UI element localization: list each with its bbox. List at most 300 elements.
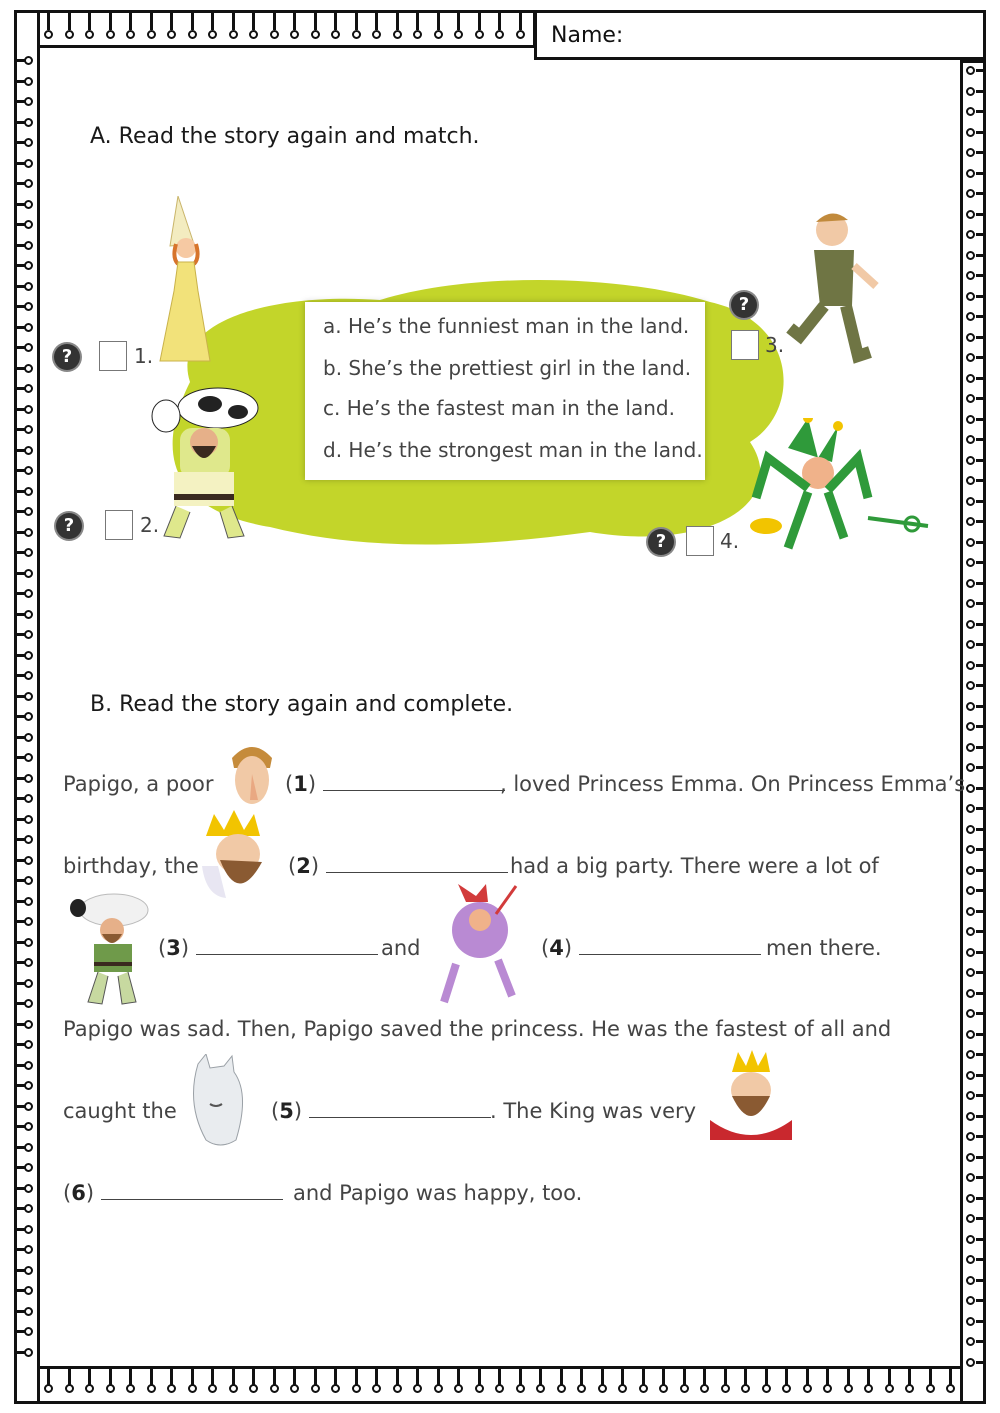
- border-notch: [976, 1279, 986, 1282]
- border-notch: [976, 438, 986, 441]
- border-notch: [976, 69, 986, 72]
- border-notch: [191, 12, 194, 30]
- border-notch: [976, 520, 986, 523]
- border-notch: [457, 1368, 460, 1386]
- border-notch: [976, 1156, 986, 1159]
- strong-man-figure: [140, 386, 270, 546]
- border-notch: [498, 1368, 501, 1386]
- border-notch: [976, 1258, 986, 1261]
- border-notch: [252, 1368, 255, 1386]
- border-notch: [976, 90, 986, 93]
- fast-man-figure: [780, 206, 880, 366]
- border-notch: [16, 121, 26, 124]
- border-ring: [966, 87, 975, 96]
- border-ring: [966, 1050, 975, 1059]
- border-notch: [976, 1197, 986, 1200]
- border-notch: [16, 592, 26, 595]
- border-notch: [150, 1368, 153, 1386]
- border-notch: [314, 1368, 317, 1386]
- border-ring: [290, 30, 299, 39]
- border-ring: [495, 30, 504, 39]
- border-notch: [976, 1033, 986, 1036]
- border-ring: [454, 30, 463, 39]
- border-notch: [976, 582, 986, 585]
- border-ring: [966, 394, 975, 403]
- blank-6[interactable]: [101, 1181, 283, 1200]
- story-line-5-start: caught the: [63, 1099, 177, 1123]
- border-notch: [976, 1238, 986, 1241]
- border-notch: [560, 1368, 563, 1386]
- border-notch: [976, 192, 986, 195]
- border-notch: [16, 797, 26, 800]
- border-notch: [16, 879, 26, 882]
- border-ring: [966, 989, 975, 998]
- border-notch: [976, 766, 986, 769]
- border-notch: [416, 12, 419, 30]
- border-notch: [976, 172, 986, 175]
- story-line-2-start: birthday, the: [63, 854, 199, 878]
- border-notch: [16, 326, 26, 329]
- border-notch: [976, 1340, 986, 1343]
- border-notch: [16, 59, 26, 62]
- border-notch: [16, 859, 26, 862]
- border-ring: [966, 886, 975, 895]
- border-notch: [621, 1368, 624, 1386]
- border-ring: [966, 517, 975, 526]
- border-notch: [16, 531, 26, 534]
- border-ring: [966, 1153, 975, 1162]
- border-ring: [966, 333, 975, 342]
- border-notch: [16, 1002, 26, 1005]
- border-notch: [539, 1368, 542, 1386]
- border-notch: [211, 1368, 214, 1386]
- blank-number-6: 6: [71, 1181, 86, 1205]
- border-notch: [976, 664, 986, 667]
- border-ring: [966, 292, 975, 301]
- border-ring: [65, 30, 74, 39]
- happy-king-icon: [708, 1050, 794, 1146]
- border-ring: [966, 1337, 975, 1346]
- border-ring: [966, 107, 975, 116]
- border-ring: [249, 30, 258, 39]
- border-notch: [976, 295, 986, 298]
- border-ring: [966, 784, 975, 793]
- border-notch: [976, 1217, 986, 1220]
- border-notch: [976, 274, 986, 277]
- border-notch: [16, 941, 26, 944]
- border-ring: [966, 1214, 975, 1223]
- border-notch: [976, 930, 986, 933]
- border-ring: [966, 907, 975, 916]
- border-notch: [976, 992, 986, 995]
- border-notch: [16, 1166, 26, 1169]
- border-ring: [966, 620, 975, 629]
- border-notch: [16, 1125, 26, 1128]
- border-notch: [976, 1361, 986, 1364]
- border-ring: [208, 30, 217, 39]
- border-ring: [966, 538, 975, 547]
- border-ring: [966, 948, 975, 957]
- border-notch: [16, 756, 26, 759]
- border-notch: [129, 12, 132, 30]
- border-ring: [966, 1091, 975, 1100]
- border-notch: [437, 1368, 440, 1386]
- border-ring: [966, 763, 975, 772]
- border-ring: [966, 1132, 975, 1141]
- border-ring: [966, 599, 975, 608]
- border-ring: [966, 497, 975, 506]
- border-notch: [170, 1368, 173, 1386]
- help-icon-3[interactable]: ?: [731, 292, 757, 318]
- border-notch: [16, 613, 26, 616]
- border-notch: [16, 961, 26, 964]
- blank-3[interactable]: [196, 936, 378, 955]
- border-notch: [976, 1012, 986, 1015]
- border-ring: [85, 30, 94, 39]
- help-icon-1[interactable]: ?: [54, 344, 80, 370]
- border-notch: [88, 1368, 91, 1386]
- border-notch: [16, 777, 26, 780]
- border-notch: [976, 623, 986, 626]
- border-notch: [16, 469, 26, 472]
- border-ring: [966, 148, 975, 157]
- border-ring: [44, 30, 53, 39]
- border-notch: [16, 1064, 26, 1067]
- border-notch: [416, 1368, 419, 1386]
- border-notch: [642, 1368, 645, 1386]
- blank-2[interactable]: [326, 854, 508, 873]
- story-line-6-blank: (6): [63, 1181, 283, 1205]
- border-notch: [47, 1368, 50, 1386]
- border-notch: [976, 356, 986, 359]
- border-notch: [683, 1368, 686, 1386]
- border-notch: [976, 787, 986, 790]
- border-notch: [191, 1368, 194, 1386]
- border-ring: [966, 661, 975, 670]
- border-notch: [16, 1248, 26, 1251]
- border-ring: [352, 30, 361, 39]
- border-notch: [744, 1368, 747, 1386]
- border-notch: [68, 12, 71, 30]
- border-notch: [273, 12, 276, 30]
- border-ring: [966, 66, 975, 75]
- option-c: c. He’s the fastest man in the land.: [323, 396, 675, 420]
- story-line-3-end: men there.: [766, 936, 882, 960]
- border-ring: [966, 128, 975, 137]
- border-ring: [475, 30, 484, 39]
- border-notch: [976, 418, 986, 421]
- border-ring: [516, 30, 525, 39]
- border-ring: [434, 30, 443, 39]
- border-notch: [976, 459, 986, 462]
- options-box: [305, 302, 705, 480]
- border-ring: [966, 476, 975, 485]
- border-notch: [519, 1368, 522, 1386]
- border-ring: [966, 1009, 975, 1018]
- border-notch: [478, 1368, 481, 1386]
- item-number-4: 4.: [720, 529, 740, 553]
- border-notch: [976, 1320, 986, 1323]
- border-notch: [976, 746, 986, 749]
- border-notch: [16, 449, 26, 452]
- border-ring: [147, 30, 156, 39]
- answer-box-1[interactable]: [99, 341, 127, 371]
- help-icon-2[interactable]: ?: [56, 513, 82, 539]
- border-notch: [976, 889, 986, 892]
- help-icon-4[interactable]: ?: [648, 529, 674, 555]
- border-ring: [966, 1317, 975, 1326]
- border-notch: [929, 1368, 932, 1386]
- border-ring: [966, 374, 975, 383]
- border-ring: [106, 30, 115, 39]
- border-notch: [396, 1368, 399, 1386]
- king-icon: [196, 806, 276, 906]
- border-ring: [229, 30, 238, 39]
- border-notch: [16, 264, 26, 267]
- border-notch: [976, 315, 986, 318]
- border-notch: [16, 1043, 26, 1046]
- border-notch: [16, 367, 26, 370]
- border-notch: [16, 982, 26, 985]
- border-notch: [16, 387, 26, 390]
- border-notch: [88, 12, 91, 30]
- border-ring: [966, 1071, 975, 1080]
- story-line-3-and: and: [381, 936, 421, 960]
- border-ring: [966, 845, 975, 854]
- border-ring: [966, 353, 975, 362]
- name-field[interactable]: [534, 10, 986, 60]
- border-notch: [232, 12, 235, 30]
- story-line-1-end: , loved Princess Emma. On Princess Emma’s: [500, 772, 966, 796]
- border-ring: [966, 968, 975, 977]
- option-b: b. She’s the prettiest girl in the land.: [323, 356, 692, 380]
- border-notch: [16, 838, 26, 841]
- border-notch: [396, 12, 399, 30]
- border-ring: [270, 30, 279, 39]
- border-notch: [16, 244, 26, 247]
- border-ring: [188, 30, 197, 39]
- blank-5[interactable]: [309, 1099, 491, 1118]
- border-ring: [966, 1030, 975, 1039]
- border-notch: [601, 1368, 604, 1386]
- border-ring: [966, 312, 975, 321]
- border-notch: [334, 1368, 337, 1386]
- border-notch: [16, 100, 26, 103]
- border-ring: [331, 30, 340, 39]
- border-notch: [16, 1228, 26, 1231]
- story-line-3-blank-b: (4): [541, 936, 761, 960]
- blank-4[interactable]: [579, 936, 761, 955]
- border-notch: [437, 12, 440, 30]
- border-notch: [16, 223, 26, 226]
- border-notch: [976, 1176, 986, 1179]
- border-ring: [167, 30, 176, 39]
- option-a: a. He’s the funniest man in the land.: [323, 314, 690, 338]
- border-ring: [966, 866, 975, 875]
- border-notch: [908, 1368, 911, 1386]
- border-ring: [966, 1255, 975, 1264]
- border-notch: [355, 12, 358, 30]
- border-notch: [580, 1368, 583, 1386]
- border-ring: [966, 1276, 975, 1285]
- border-notch: [976, 828, 986, 831]
- border-ring: [966, 558, 975, 567]
- blank-number-5: 5: [279, 1099, 294, 1123]
- border-notch: [949, 1368, 952, 1386]
- border-notch: [976, 1094, 986, 1097]
- blank-number-1: 1: [293, 772, 308, 796]
- border-notch: [355, 1368, 358, 1386]
- strong-man-sheep-icon: [64, 890, 154, 1010]
- border-notch: [273, 1368, 276, 1386]
- border-notch: [976, 643, 986, 646]
- border-ring: [966, 210, 975, 219]
- border-notch: [976, 479, 986, 482]
- border-notch: [16, 305, 26, 308]
- border-notch: [976, 151, 986, 154]
- border-ring: [966, 702, 975, 711]
- border-notch: [16, 1146, 26, 1149]
- border-notch: [976, 233, 986, 236]
- border-notch: [16, 285, 26, 288]
- border-ring: [966, 681, 975, 690]
- border-ring: [966, 1173, 975, 1182]
- border-notch: [314, 12, 317, 30]
- item-number-2: 2.: [140, 513, 160, 537]
- border-notch: [16, 490, 26, 493]
- border-notch: [16, 1289, 26, 1292]
- border-notch: [16, 1310, 26, 1313]
- blank-number-4: 4: [549, 936, 564, 960]
- border-notch: [976, 1053, 986, 1056]
- border-ring: [966, 579, 975, 588]
- border-notch: [765, 1368, 768, 1386]
- border-notch: [334, 12, 337, 30]
- border-notch: [109, 12, 112, 30]
- jester-icon: [436, 884, 522, 1014]
- border-notch: [232, 1368, 235, 1386]
- border-notch: [16, 695, 26, 698]
- border-notch: [150, 12, 153, 30]
- border-ring: [966, 251, 975, 260]
- border-notch: [457, 12, 460, 30]
- story-line-1-blank: (1): [285, 772, 505, 796]
- border-right: [960, 60, 986, 1404]
- border-notch: [976, 131, 986, 134]
- border-notch: [375, 1368, 378, 1386]
- border-notch: [976, 602, 986, 605]
- border-ring: [966, 743, 975, 752]
- border-notch: [976, 705, 986, 708]
- border-notch: [16, 551, 26, 554]
- border-ring: [966, 1358, 975, 1367]
- name-label: Name:: [551, 23, 624, 48]
- border-notch: [16, 1187, 26, 1190]
- border-ring: [966, 456, 975, 465]
- border-ring: [413, 30, 422, 39]
- border-ring: [966, 169, 975, 178]
- border-ring: [393, 30, 402, 39]
- border-notch: [976, 910, 986, 913]
- border-ring: [966, 1194, 975, 1203]
- border-ring: [966, 1112, 975, 1121]
- horse-icon: [180, 1054, 256, 1150]
- section-a-heading: A. Read the story again and match.: [90, 124, 480, 149]
- border-notch: [724, 1368, 727, 1386]
- border-notch: [16, 1084, 26, 1087]
- border-notch: [976, 971, 986, 974]
- border-ring: [966, 1235, 975, 1244]
- border-notch: [293, 12, 296, 30]
- border-notch: [375, 12, 378, 30]
- border-notch: [867, 1368, 870, 1386]
- border-notch: [16, 818, 26, 821]
- border-ring: [966, 1296, 975, 1305]
- border-notch: [16, 408, 26, 411]
- border-notch: [252, 12, 255, 30]
- border-ring: [126, 30, 135, 39]
- option-d: d. He’s the strongest man in the land.: [323, 438, 703, 462]
- border-notch: [170, 12, 173, 30]
- story-line-6-end: and Papigo was happy, too.: [293, 1181, 583, 1205]
- border-notch: [976, 807, 986, 810]
- border-notch: [806, 1368, 809, 1386]
- border-ring: [966, 927, 975, 936]
- border-notch: [847, 1368, 850, 1386]
- item-number-1: 1.: [134, 344, 154, 368]
- border-notch: [16, 428, 26, 431]
- blank-number-3: 3: [166, 936, 181, 960]
- border-ring: [966, 825, 975, 834]
- border-notch: [976, 500, 986, 503]
- story-line-5-blank: (5): [271, 1099, 491, 1123]
- princess-figure: [150, 196, 230, 366]
- border-notch: [16, 1207, 26, 1210]
- story-line-2-blank: (2): [288, 854, 508, 878]
- jester-figure: [748, 418, 933, 568]
- border-notch: [16, 1105, 26, 1108]
- border-notch: [976, 377, 986, 380]
- border-notch: [888, 1368, 891, 1386]
- story-line-4: Papigo was sad. Then, Papigo saved the princess. He was the fastest of all and: [63, 1017, 892, 1041]
- border-notch: [129, 1368, 132, 1386]
- answer-box-4[interactable]: [686, 526, 714, 556]
- story-line-3-blank-a: (3): [158, 936, 378, 960]
- border-notch: [16, 1330, 26, 1333]
- border-notch: [976, 684, 986, 687]
- border-notch: [976, 848, 986, 851]
- border-notch: [976, 951, 986, 954]
- border-notch: [16, 920, 26, 923]
- answer-box-2[interactable]: [105, 510, 133, 540]
- border-notch: [109, 1368, 112, 1386]
- border-notch: [662, 1368, 665, 1386]
- item-number-3: 3.: [765, 333, 785, 357]
- border-notch: [976, 1299, 986, 1302]
- border-notch: [976, 541, 986, 544]
- blank-1[interactable]: [323, 772, 505, 791]
- border-notch: [976, 110, 986, 113]
- border-notch: [68, 1368, 71, 1386]
- answer-box-3[interactable]: [731, 330, 759, 360]
- story-line-2-end: had a big party. There were a lot of: [510, 854, 879, 878]
- border-ring: [966, 804, 975, 813]
- border-notch: [976, 336, 986, 339]
- border-notch: [976, 213, 986, 216]
- story-line-5-end: . The King was very: [490, 1099, 697, 1123]
- border-notch: [16, 900, 26, 903]
- section-b-heading: B. Read the story again and complete.: [90, 692, 514, 717]
